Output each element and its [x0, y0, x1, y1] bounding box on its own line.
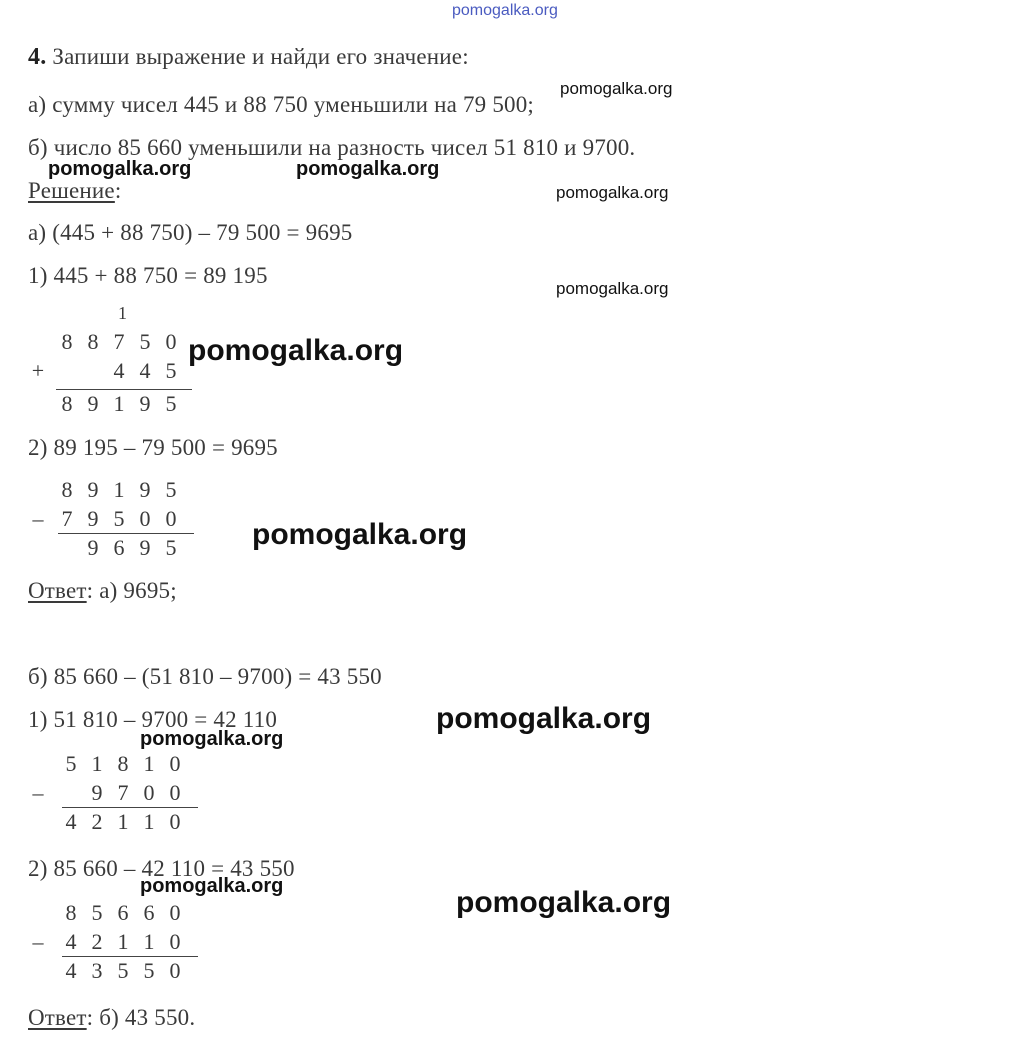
watermark: pomogalka.org [252, 518, 468, 551]
watermark: pomogalka.org [296, 158, 440, 180]
solution-a-step1: 1) 445 + 88 750 = 89 195 [28, 263, 268, 288]
watermark: pomogalka.org [140, 728, 284, 750]
answer-label: Ответ [28, 578, 87, 603]
watermark: pomogalka.org [556, 279, 669, 298]
difference-rule [62, 807, 198, 808]
watermark: pomogalka.org [436, 702, 652, 735]
task-number: 4. [28, 44, 47, 70]
answer-b-value: : б) 43 550. [86, 1005, 196, 1030]
subtrahend-row: 7 9 5 0 0 [61, 506, 177, 531]
column-subtraction-1 [28, 477, 198, 567]
task-part-b: б) число 85 660 уменьшили на разность чисел 51 810 и 9700. [28, 135, 636, 160]
solution-a-expression: а) (445 + 88 750) – 79 500 = 9695 [28, 220, 353, 245]
minus-sign: – [32, 780, 44, 805]
minuend-row: 8 9 1 9 5 [61, 477, 177, 502]
minus-sign: – [32, 929, 44, 954]
watermark: pomogalka.org [556, 183, 669, 202]
minus-sign: – [32, 506, 44, 531]
answer-b [28, 1005, 195, 1031]
minuend-row: 5 1 8 1 0 [65, 751, 181, 776]
solution-a-step2: 2) 89 195 – 79 500 = 9695 [28, 435, 278, 460]
carry-digit: 1 [118, 303, 127, 323]
subtrahend-row: 9 7 0 0 [91, 780, 181, 805]
answer-a [28, 578, 177, 604]
task-title [28, 44, 469, 71]
task-prompt: Запиши выражение и найди его значение: [52, 44, 469, 69]
sum-rule [56, 389, 192, 390]
watermark: pomogalka.org [140, 875, 284, 897]
result-row: 9 6 9 5 [87, 535, 177, 560]
solution-b-expression: б) 85 660 – (51 810 – 9700) = 43 550 [28, 664, 382, 689]
solution-heading-colon: : [114, 178, 122, 203]
difference-rule [58, 533, 194, 534]
column-subtraction-2 [28, 751, 203, 841]
subtrahend-row: 4 2 1 1 0 [65, 929, 181, 954]
solution-heading [28, 178, 121, 204]
result-row: 8 9 1 9 5 [61, 391, 177, 416]
answer-a-value: : а) 9695; [86, 578, 177, 603]
solution-b-step1: 1) 51 810 – 9700 = 42 110 [28, 707, 278, 732]
column-subtraction-3 [28, 900, 203, 990]
watermark-top: pomogalka.org [452, 2, 558, 19]
solution-b-step2: 2) 85 660 – 42 110 = 43 550 [28, 856, 295, 881]
plus-sign: + [31, 358, 45, 383]
solution-heading-label: Решение [28, 178, 115, 203]
task-part-a: а) сумму чисел 445 и 88 750 уменьшили на 79 500; [28, 92, 535, 117]
watermark: pomogalka.org [560, 79, 673, 98]
result-row: 4 2 1 1 0 [65, 809, 181, 834]
watermark: pomogalka.org [48, 158, 192, 180]
column-addition [28, 303, 198, 418]
difference-rule [62, 956, 198, 957]
minuend-row: 8 8 7 5 0 [61, 329, 177, 354]
answer-label: Ответ [28, 1005, 87, 1030]
watermark: pomogalka.org [188, 334, 404, 367]
watermark: pomogalka.org [456, 886, 672, 919]
minuend-row: 8 5 6 6 0 [65, 900, 181, 925]
result-row: 4 3 5 5 0 [65, 958, 181, 983]
addend-row: 4 4 5 [113, 358, 177, 383]
